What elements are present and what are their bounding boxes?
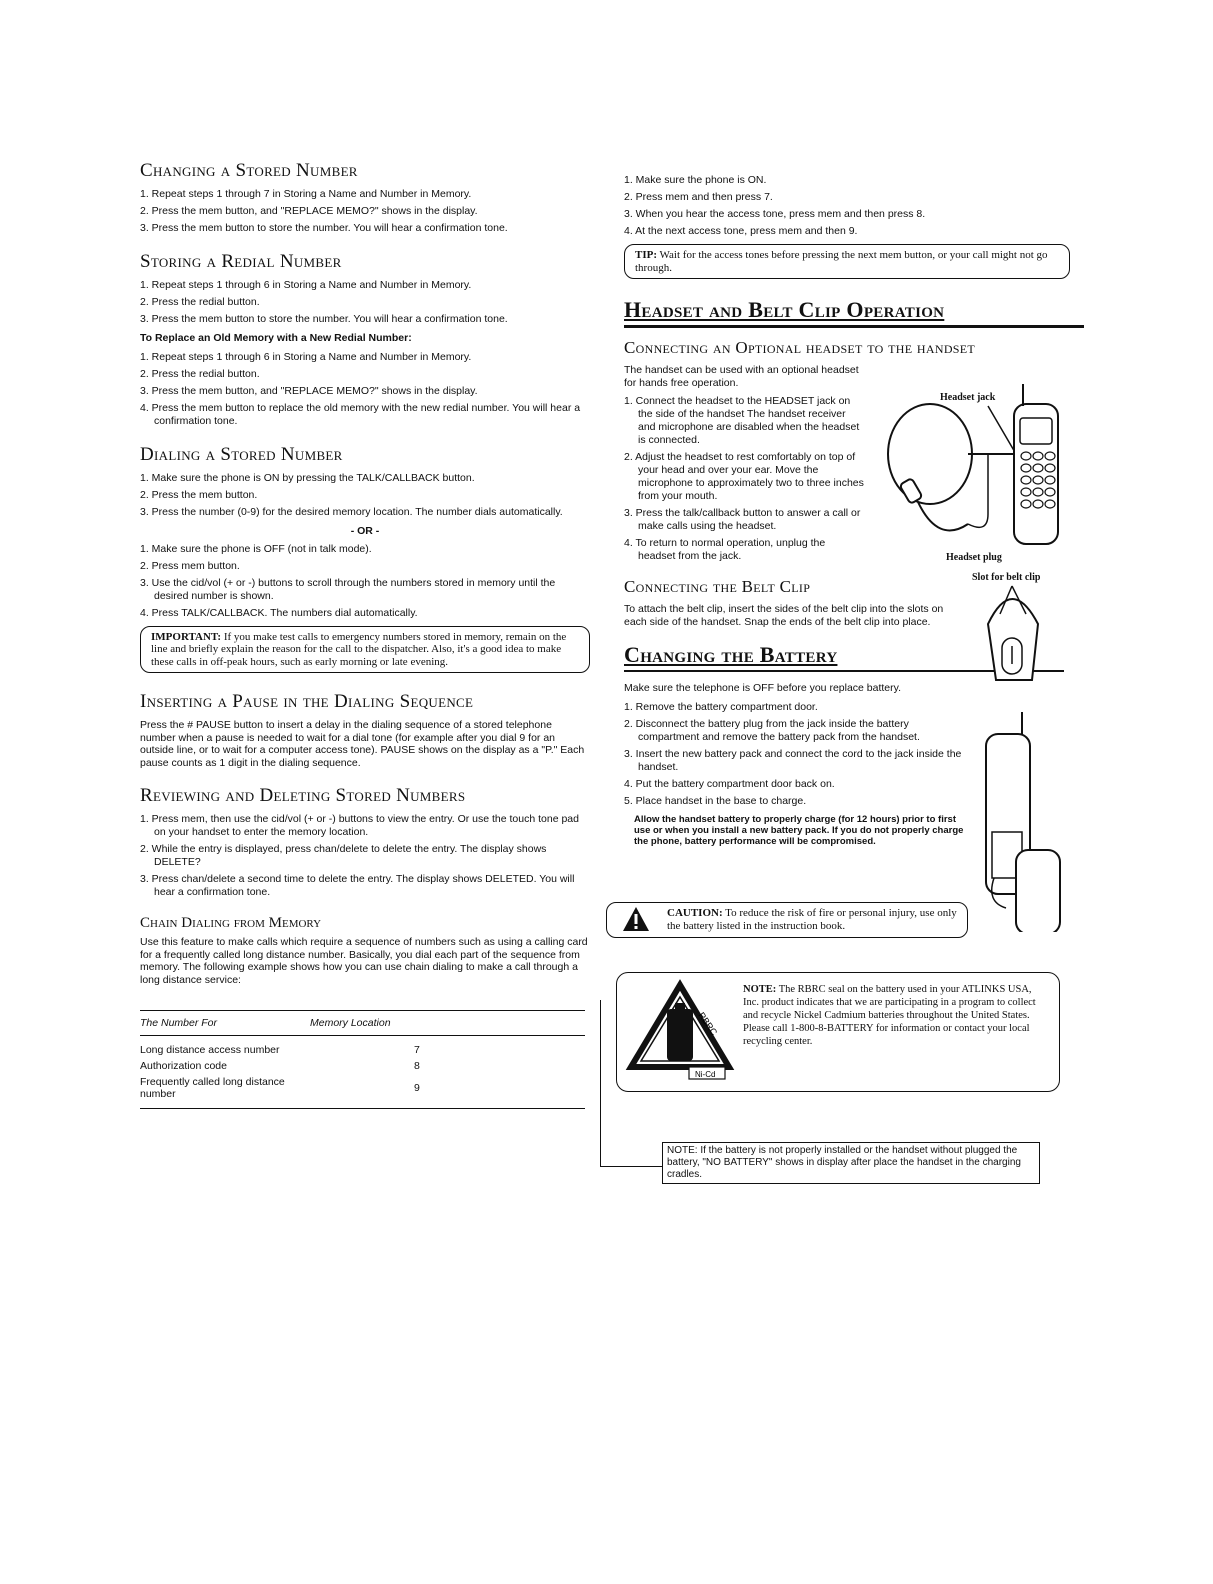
headset-intro: The handset can be used with an optional headset for hands free operation. (624, 364, 859, 389)
dialing-steps-b (140, 543, 590, 620)
battery-intro: Make sure the telephone is OFF before you replace battery. (624, 682, 902, 694)
section-inserting-pause (140, 691, 590, 769)
list-item: 1. Make sure the phone is ON. (624, 174, 767, 186)
table-cell: 9 (414, 1082, 420, 1094)
table-cell: Frequently called long distance number (140, 1076, 285, 1100)
pause-text: Press the # PAUSE button to insert a delay in the dialing sequence of a stored telephone number when a pause is needed to wait for a dial tone (for example after you dial 9 for an outside line, or to wait for a computer access tone). PAUSE shows on the display as a "P." Each pause counts as 1 digit in the dialing sequence. (140, 719, 585, 769)
heading-inserting-pause: Inserting a Pause in the Dialing Sequence (140, 691, 474, 712)
connector-line-vertical (600, 1000, 601, 1166)
seal-text: RBRC (696, 1010, 720, 1038)
important-text: If you make test calls to emergency numbers stored in memory, remain on the line and briefly explain the reason for the call to the dispatcher. Also, it's a good idea to make these calls in off-peak hours, such as early morning or late evening. (151, 630, 567, 668)
list-item: 4. Press the mem button to replace the old memory with the new redial number. You will hear a confirmation tone. (140, 401, 581, 427)
replace-heading: To Replace an Old Memory with a New Redial Number: (140, 332, 412, 344)
table-bottom-rule (140, 1102, 585, 1109)
battery-illustration (976, 712, 1066, 932)
memory-table (140, 1010, 585, 1102)
table-header-row (140, 1011, 585, 1036)
caution-box (606, 902, 968, 938)
table-cell: Authorization code (140, 1060, 227, 1072)
important-label: IMPORTANT: (151, 630, 222, 643)
tip-text: Wait for the access tones before pressing the next mem button, or your call might not go through. (635, 249, 1048, 274)
rbrc-note-label: NOTE: (743, 984, 777, 995)
chain-text: Use this feature to make calls which require a sequence of numbers such as using a calling card for a frequently called long distance number. Basically, you dial each part of the sequence from memory. The following example shows how you can use chain dialing to make a call through a long distance service: (140, 936, 588, 986)
caution-label: CAUTION: (667, 907, 723, 919)
list-item: 1. Make sure the phone is ON by pressing the TALK/CALLBACK button. (140, 471, 475, 484)
replace-steps (140, 351, 590, 428)
heading-connecting-belt-clip: Connecting the Belt Clip (624, 577, 811, 596)
heading-changing-stored-number: Changing a Stored Number (140, 160, 358, 181)
left-column (140, 160, 590, 1109)
list-item: 4. Put the battery compartment door back on. (624, 777, 835, 790)
table-header: Memory Location (310, 1011, 585, 1036)
headset-illustration (878, 384, 1068, 554)
list-item: 4. To return to normal operation, unplug the headset from the jack. (624, 537, 826, 562)
list-item: 1. Remove the battery compartment door. (624, 700, 818, 713)
list-item: 1. Repeat steps 1 through 6 in Storing a Name and Number in Memory. (140, 279, 472, 291)
battery-charge-note: Allow the handset battery to properly charge (for 12 hours) prior to first use or when you install a new battery pack. If you do not properly charge the phone, battery performance will be compromised. (634, 813, 964, 847)
dialing-steps-a (140, 472, 590, 519)
list-item: 4. At the next access tone, press mem and then 9. (624, 225, 858, 237)
list-item: 1. Press mem, then use the cid/vol (+ or -) buttons to view the entry. Or use the touch tone pad on your handset to enter the memory location. (140, 813, 579, 838)
list-item: 1. Repeat steps 1 through 6 in Storing a Name and Number in Memory. (140, 350, 472, 363)
rbrc-seal-icon (625, 979, 735, 1085)
rbrc-note-box (616, 972, 1060, 1092)
table-header: The Number For (140, 1011, 310, 1036)
heading-reviewing-deleting: Reviewing and Deleting Stored Numbers (140, 785, 466, 806)
changing-steps (140, 188, 590, 235)
tip-label: TIP: (635, 249, 657, 261)
list-item: 2. While the entry is displayed, press chan/delete to delete the entry. The display shows DELETE? (140, 843, 547, 868)
belt-clip-text: To attach the belt clip, insert the sides of the belt clip into the slots on each side of the handset. Snap the ends of the belt clip into place. (624, 603, 944, 628)
list-item: 3. Use the cid/vol (+ or -) buttons to scroll through the numbers stored in memory until the desired number is shown. (140, 576, 556, 602)
heading-dialing-stored: Dialing a Stored Number (140, 443, 343, 465)
battery-note-box: NOTE: If the battery is not properly installed or the handset without plugged the battery, "NO BATTERY" shows in display after place the handset in the charging cradles. (662, 1142, 1040, 1184)
tip-box (624, 244, 1070, 279)
section-dialing-stored (140, 444, 590, 674)
connector-line (600, 1166, 662, 1167)
table-cell: Long distance access number (140, 1044, 280, 1056)
list-item: 3. Press the mem button to store the number. You will hear a confirmation tone. (140, 222, 508, 234)
label-headset-jack: Headset jack (940, 392, 996, 403)
list-item: 1. Repeat steps 1 through 7 in Storing a Name and Number in Memory. (140, 188, 472, 200)
list-item: 2. Disconnect the battery plug from the jack inside the battery compartment and remove the battery pack from the handset. (624, 717, 920, 743)
headset-steps (624, 395, 864, 563)
important-box (140, 626, 590, 674)
list-item: 3. Press the number (0-9) for the desired memory location. The number dials automatically. (140, 505, 563, 518)
list-item: 4. Press TALK/CALLBACK. The numbers dial automatically. (140, 606, 418, 619)
list-item: 5. Place handset in the base to charge. (624, 794, 807, 807)
table-cell: 7 (414, 1044, 420, 1056)
label-slot-belt-clip: Slot for belt clip (972, 572, 1041, 583)
rbrc-note-text-block (743, 983, 1043, 1048)
list-item: 3. Press chan/delete a second time to delete the entry. The display shows DELETED. You will hear a confirmation tone. (140, 873, 575, 898)
list-item: 2. Press the mem button. (140, 488, 258, 501)
section-changing-stored-number (140, 160, 590, 235)
list-item: 3. When you hear the access tone, press mem and then press 8. (624, 208, 926, 220)
list-item: 3. Press the talk/callback button to answer a call or make calls using the headset. (624, 507, 861, 532)
heading-storing-redial: Storing a Redial Number (140, 251, 342, 272)
table-row (140, 1074, 585, 1102)
list-item: 1. Make sure the phone is OFF (not in talk mode). (140, 542, 372, 555)
caution-text-block (667, 907, 963, 932)
table-row (140, 1058, 585, 1074)
heading-headset-belt-clip: Headset and Belt Clip Operation (624, 297, 945, 322)
list-item: 1. Connect the headset to the HEADSET jack on the side of the handset The handset receiver and microphone are disabled when the headset is connected. (624, 395, 860, 446)
heading-chain-dialing: Chain Dialing from Memory (140, 915, 322, 931)
list-item: 2. Press the redial button. (140, 367, 260, 380)
caution-text: To reduce the risk of fire or personal injury, use only the battery listed in the instruction book. (667, 907, 957, 932)
heading-connecting-headset: Connecting an Optional headset to the handset (624, 338, 976, 357)
headset-title-rule (624, 297, 1084, 328)
battery-steps (624, 701, 964, 808)
section-storing-redial (140, 251, 590, 428)
list-item: 2. Press the mem button, and "REPLACE MEMO?" shows in the display. (140, 205, 478, 217)
reviewing-steps (140, 813, 590, 899)
or-divider: - OR - (350, 524, 380, 537)
heading-changing-battery: Changing the Battery (624, 642, 838, 667)
table-row (140, 1036, 585, 1059)
seal-sub: Ni-Cd (695, 1070, 716, 1079)
redial-steps (140, 279, 590, 326)
list-item: 2. Press the redial button. (140, 296, 260, 308)
belt-clip-illustration (982, 584, 1046, 684)
rbrc-note-text: The RBRC seal on the battery used in your ATLINKS USA, Inc. product indicates that we are participating in a program to collect and recycle Nickel Cadmium batteries throughout the United States. Please call 1-800-8-BATTERY for information or contact your local recycling center. (743, 984, 1036, 1047)
section-chain-dialing (140, 915, 590, 1109)
list-item: 2. Adjust the headset to rest comfortably on top of your head and over your ear. Move the microphone to approximately two to three inches from your mouth. (624, 451, 864, 502)
section-reviewing-deleting (140, 785, 590, 899)
label-headset-plug: Headset plug (946, 552, 1002, 563)
list-item: 3. Press the mem button to store the number. You will hear a confirmation tone. (140, 313, 508, 325)
list-item: 2. Press mem and then press 7. (624, 191, 773, 203)
warning-icon (621, 905, 651, 933)
list-item: 2. Press mem button. (140, 559, 240, 572)
chain-steps (624, 174, 1084, 238)
list-item: 3. Press the mem button, and "REPLACE MEMO?" shows in the display. (140, 384, 478, 397)
list-item: 3. Insert the new battery pack and connect the cord to the jack inside the handset. (624, 747, 962, 773)
table-cell: 8 (414, 1060, 420, 1072)
